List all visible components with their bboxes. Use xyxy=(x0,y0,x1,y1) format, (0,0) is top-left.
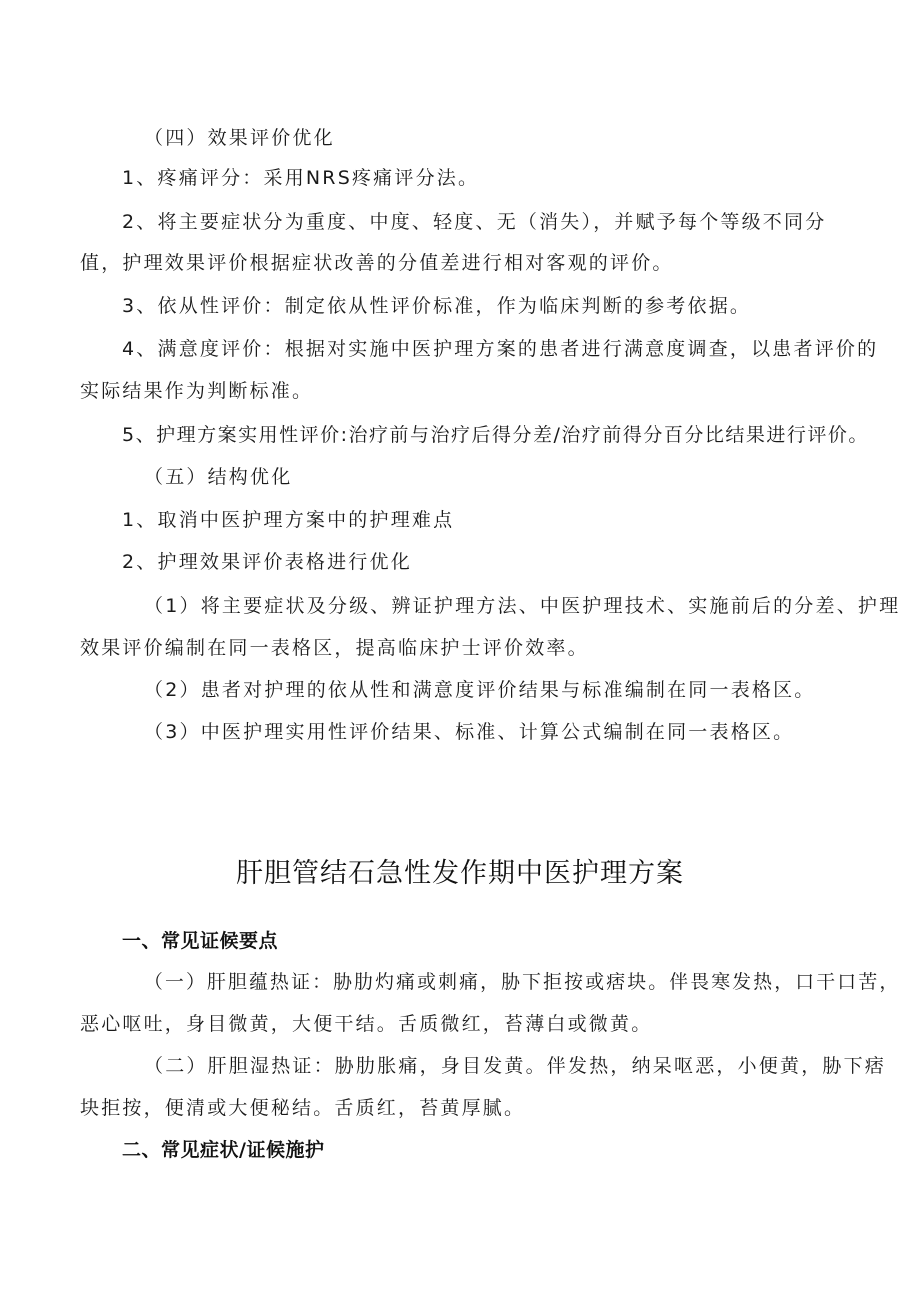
section-five-item-1: 1、取消中医护理方案中的护理难点 xyxy=(122,509,455,531)
section-four-item-5: 5、护理方案实用性评价:治疗前与治疗后得分差/治疗前得分百分比结果进行评价。 xyxy=(122,424,869,446)
syndrome-1-line-2: 恶心呕吐，身目微黄，大便干结。舌质微红，苔薄白或微黄。 xyxy=(80,1013,653,1035)
section-five-sub-1-line-1: （1）将主要症状及分级、辨证护理方法、中医护理技术、实施前后的分差、护理 xyxy=(144,595,901,617)
part-1-heading: 一、常见证候要点 xyxy=(122,930,279,952)
section-four-item-2-line-1: 2、将主要症状分为重度、中度、轻度、无（消失），并赋予每个等级不同分 xyxy=(122,211,827,233)
syndrome-2-line-2: 块拒按，便清或大便秘结。舌质红，苔黄厚腻。 xyxy=(80,1097,526,1119)
section-five-sub-3: （3）中医护理实用性评价结果、标准、计算公式编制在同一表格区。 xyxy=(144,721,795,743)
section-four-heading: （四）效果评价优化 xyxy=(144,127,335,149)
part-2-heading: 二、常见症状/证候施护 xyxy=(122,1139,325,1161)
section-four-item-4-line-1: 4、满意度评价：根据对实施中医护理方案的患者进行满意度调查，以患者评价的 xyxy=(122,338,879,360)
section-five-sub-1-line-2: 效果评价编制在同一表格区，提高临床护士评价效率。 xyxy=(80,637,589,659)
section-five-sub-2: （2）患者对护理的依从性和满意度评价结果与标准编制在同一表格区。 xyxy=(144,679,816,701)
syndrome-2-line-1: （二）肝胆湿热证：胁肋胀痛，身目发黄。伴发热，纳呆呕恶，小便黄，胁下痞 xyxy=(144,1055,887,1077)
section-four-item-2-line-2: 值，护理效果评价根据症状改善的分值差进行相对客观的评价。 xyxy=(80,252,674,274)
section-five-heading: （五）结构优化 xyxy=(144,466,293,488)
section-four-item-3: 3、依从性评价：制定依从性评价标准，作为临床判断的参考依据。 xyxy=(122,295,752,317)
plan-title: 肝胆管结石急性发作期中医护理方案 xyxy=(236,858,684,889)
section-four-item-4-line-2: 实际结果作为判断标准。 xyxy=(80,380,314,402)
section-four-item-1: 1、疼痛评分：采用NRS疼痛评分法。 xyxy=(122,167,480,189)
syndrome-1-line-1: （一）肝胆蕴热证：胁肋灼痛或刺痛，胁下拒按或痞块。伴畏寒发热，口干口苦， xyxy=(144,971,901,993)
section-five-item-2: 2、护理效果评价表格进行优化 xyxy=(122,551,412,573)
